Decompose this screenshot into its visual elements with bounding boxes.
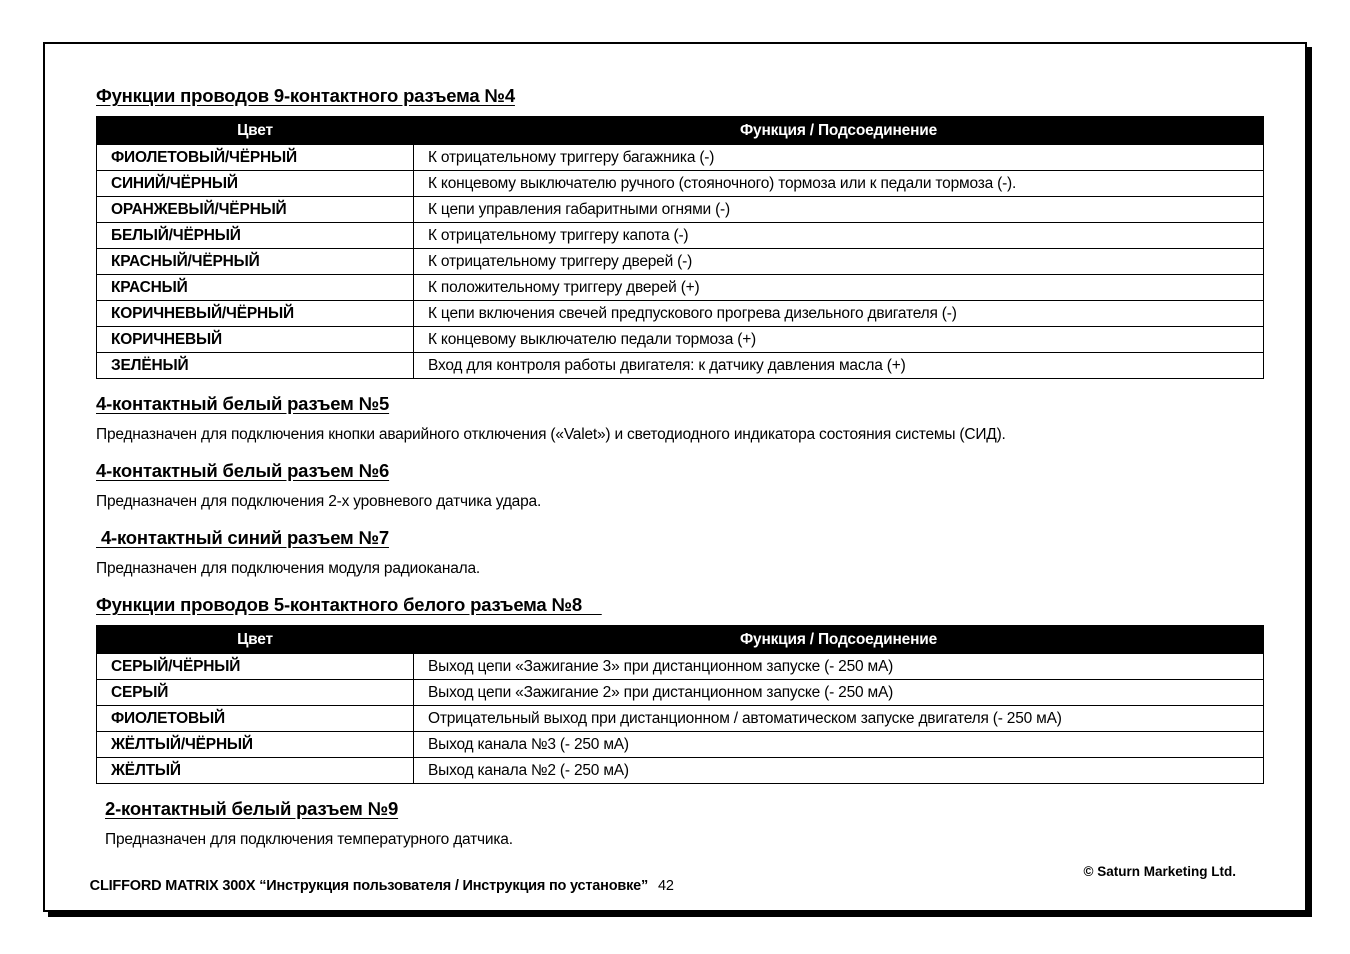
wire-function: К отрицательному триггеру багажника (-) [414, 145, 1264, 171]
wire-color: СИНИЙ/ЧЁРНЫЙ [97, 171, 414, 197]
wire-color: СЕРЫЙ/ЧЁРНЫЙ [97, 654, 414, 680]
connector5-description: Предназначен для подключения кнопки аварийного отключения («Valet») и светодиодного индикатора состояния системы (СИД). [96, 426, 1006, 443]
footer-copyright: © Saturn Marketing Ltd. [1083, 864, 1236, 879]
connector9-title: 2-контактный белый разъем №9 [105, 798, 399, 819]
wire-color: КРАСНЫЙ/ЧЁРНЫЙ [97, 249, 414, 275]
wire-function: Выход цепи «Зажигание 3» при дистанционном запуске (- 250 мА) [414, 654, 1264, 680]
connector4-table [96, 116, 1264, 379]
wire-function: Выход цепи «Зажигание 2» при дистанционном запуске (- 250 мА) [414, 680, 1264, 706]
wire-function: К цепи включения свечей предпускового прогрева дизельного двигателя (-) [414, 301, 1264, 327]
table-row [97, 758, 1264, 784]
wire-function: К концевому выключателю ручного (стояночного) тормоза или к педали тормоза (-). [414, 171, 1264, 197]
wire-function: Выход канала №3 (- 250 мА) [414, 732, 1264, 758]
wire-function: К цепи управления габаритными огнями (-) [414, 197, 1264, 223]
table-header-row [97, 117, 1264, 145]
table-row [97, 301, 1264, 327]
wire-color: ФИОЛЕТОВЫЙ [97, 706, 414, 732]
table-row [97, 275, 1264, 301]
wire-function: Выход канала №2 (- 250 мА) [414, 758, 1264, 784]
wire-function: Отрицательный выход при дистанционном / автоматическом запуске двигателя (- 250 мА) [414, 706, 1264, 732]
wire-color: ФИОЛЕТОВЫЙ/ЧЁРНЫЙ [97, 145, 414, 171]
wire-color: ЗЕЛЁНЫЙ [97, 353, 414, 379]
wire-function: К отрицательному триггеру капота (-) [414, 223, 1264, 249]
connector4-title: Функции проводов 9-контактного разъема №4 [96, 85, 515, 106]
wire-color: ЖЁЛТЫЙ/ЧЁРНЫЙ [97, 732, 414, 758]
wire-color: ОРАНЖЕВЫЙ/ЧЁРНЫЙ [97, 197, 414, 223]
page-number: 42 [658, 878, 674, 894]
connector7-description: Предназначен для подключения модуля радиоканала. [96, 560, 480, 577]
wire-color: СЕРЫЙ [97, 680, 414, 706]
wire-function: К отрицательному триггеру дверей (-) [414, 249, 1264, 275]
table-row [97, 680, 1264, 706]
table-row [97, 223, 1264, 249]
connector8-table [96, 625, 1264, 784]
table-row [97, 706, 1264, 732]
connector9-description: Предназначен для подключения температурного датчика. [105, 831, 513, 848]
wire-function: К положительному триггеру дверей (+) [414, 275, 1264, 301]
wire-color: КРАСНЫЙ [97, 275, 414, 301]
connector5-title: 4-контактный белый разъем №5 [96, 393, 390, 414]
table-header-row [97, 626, 1264, 654]
table-row [97, 249, 1264, 275]
table-row [97, 145, 1264, 171]
wire-color: КОРИЧНЕВЫЙ [97, 327, 414, 353]
connector8-title: Функции проводов 5-контактного белого разъема №8 [96, 594, 602, 615]
table-row [97, 197, 1264, 223]
color-column-header: Цвет [97, 117, 414, 145]
table-row [97, 654, 1264, 680]
wire-color: КОРИЧНЕВЫЙ/ЧЁРНЫЙ [97, 301, 414, 327]
wire-color: ЖЁЛТЫЙ [97, 758, 414, 784]
table-row [97, 732, 1264, 758]
footer-manual-title [82, 862, 674, 894]
table-row [97, 327, 1264, 353]
table-row [97, 171, 1264, 197]
connector6-title: 4-контактный белый разъем №6 [96, 460, 390, 481]
function-column-header: Функция / Подсоединение [414, 117, 1264, 145]
manual-name: CLIFFORD MATRIX 300X “Инструкция пользователя / Инструкция по установке” [89, 878, 649, 894]
connector7-title: 4-контактный синий разъем №7 [96, 527, 389, 548]
wire-color: БЕЛЫЙ/ЧЁРНЫЙ [97, 223, 414, 249]
function-column-header: Функция / Подсоединение [414, 626, 1264, 654]
table-row [97, 353, 1264, 379]
wire-function: К концевому выключателю педали тормоза (+) [414, 327, 1264, 353]
connector6-description: Предназначен для подключения 2-х уровневого датчика удара. [96, 493, 542, 510]
wire-function: Вход для контроля работы двигателя: к датчику давления масла (+) [414, 353, 1264, 379]
color-column-header: Цвет [97, 626, 414, 654]
